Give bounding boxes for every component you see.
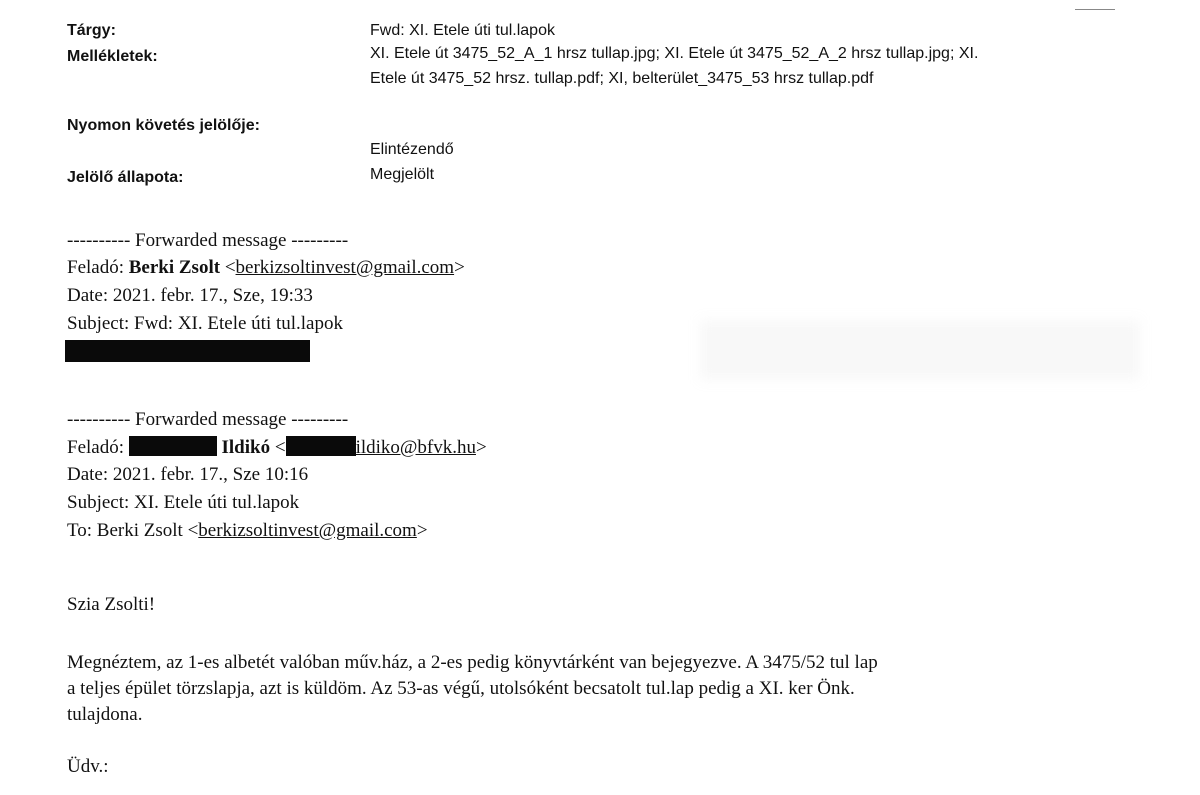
email-close-bracket: > xyxy=(454,257,465,278)
flag-value: Elintézendő xyxy=(370,141,454,158)
flag-status-value: Megjelölt xyxy=(370,166,435,183)
to-label: To: Berki Zsolt xyxy=(67,520,183,541)
paragraph-line-3: tulajdona. xyxy=(67,704,143,725)
email-open-bracket: < xyxy=(187,520,199,541)
email-close-bracket: > xyxy=(416,520,428,541)
date-line: Date: 2021. febr. 17., Sze, 19:33 xyxy=(67,285,313,306)
email-open-bracket: < xyxy=(274,437,286,458)
email-close-bracket: > xyxy=(475,437,487,458)
from-label: Feladó: xyxy=(67,437,124,458)
scan-smudge xyxy=(700,320,1140,380)
to-line xyxy=(67,520,428,542)
from-label: Feladó: xyxy=(67,257,124,278)
subject-label: Tárgy: xyxy=(67,22,116,39)
attachments-line-2[interactable]: Etele út 3475_52 hrsz. tullap.pdf; XI, belterület_3475_53 hrsz tullap.pdf xyxy=(370,70,874,87)
attachments-label: Mellékletek: xyxy=(67,48,158,65)
from-name: Ildikó xyxy=(221,437,271,458)
forward-separator: ---------- Forwarded message --------- xyxy=(67,409,349,430)
redaction-bar xyxy=(286,436,356,456)
subject-line: Subject: XI. Etele úti tul.lapok xyxy=(67,492,300,513)
paragraph-line-2: a teljes épület törzslapja, azt is küldöm. Az 53-as végű, utolsóként becsatolt tul.lap pedig a XI. ker Önk. xyxy=(67,678,855,699)
paragraph-line-1: Megnéztem, az 1-es albetét valóban műv.ház, a 2-es pedig könyvtárként van bejegyezve. A 3475/52 tul lap xyxy=(67,652,878,673)
redaction-bar xyxy=(129,436,217,456)
flag-label: Nyomon követés jelölője: xyxy=(67,117,260,134)
from-name: Berki Zsolt xyxy=(128,257,221,278)
greeting: Szia Zsolti! xyxy=(67,594,156,615)
to-email-link[interactable]: berkizsoltinvest@gmail.com xyxy=(198,520,417,541)
redaction-bar xyxy=(65,340,310,362)
email-open-bracket: < xyxy=(224,257,236,278)
subject-value: Fwd: XI. Etele úti tul.lapok xyxy=(370,22,555,39)
flag-status-label: Jelölő állapota: xyxy=(67,169,184,186)
from-line xyxy=(67,257,465,279)
from-email-link[interactable]: ildiko@bfvk.hu xyxy=(355,437,476,458)
from-email-link[interactable]: berkizsoltinvest@gmail.com xyxy=(235,257,455,278)
date-line: Date: 2021. febr. 17., Sze 10:16 xyxy=(67,464,309,485)
closing: Üdv.: xyxy=(67,756,109,777)
top-edge-line xyxy=(1075,9,1115,10)
subject-line: Subject: Fwd: XI. Etele úti tul.lapok xyxy=(67,313,343,334)
attachments-line-1[interactable]: XI. Etele út 3475_52_A_1 hrsz tullap.jpg; XI. Etele út 3475_52_A_2 hrsz tullap.jpg; XI. xyxy=(370,45,979,62)
forward-separator: ---------- Forwarded message --------- xyxy=(67,230,349,251)
from-line xyxy=(67,436,487,459)
